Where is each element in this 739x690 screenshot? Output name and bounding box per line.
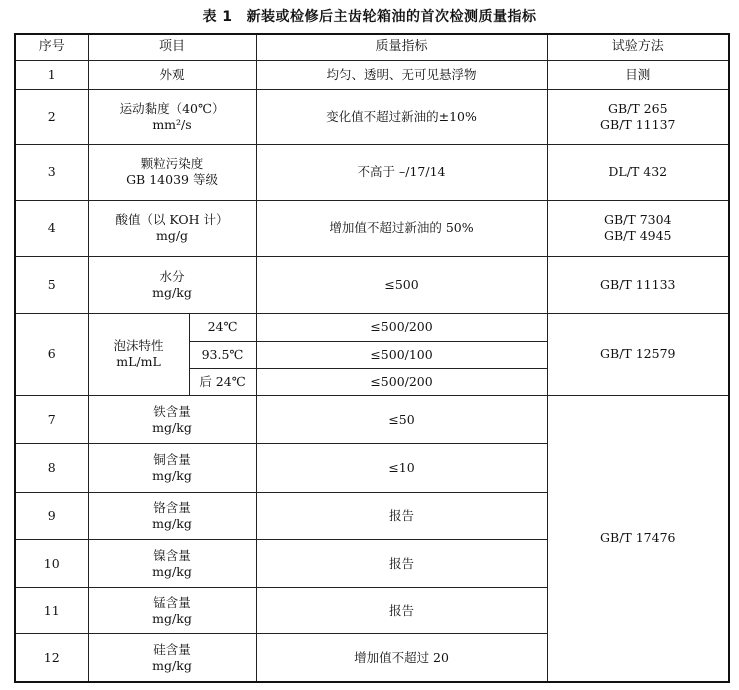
quality-cell: ≤500 xyxy=(256,256,547,313)
quality-cell: 均匀、透明、无可见悬浮物 xyxy=(256,60,547,89)
item-cell: 泡沫特性 mL/mL xyxy=(88,313,189,395)
item-cell: 颗粒污染度 GB 14039 等级 xyxy=(88,144,256,200)
item-cell: 酸值（以 KOH 计） mg/g xyxy=(88,200,256,256)
item-cell: 铜含量 mg/kg xyxy=(88,444,256,493)
item-cell: 铁含量 mg/kg xyxy=(88,395,256,443)
quality-cell: ≤50 xyxy=(256,395,547,443)
quality-cell: ≤10 xyxy=(256,444,547,493)
table-row xyxy=(15,200,729,256)
table-caption: 新装或检修后主齿轮箱油的首次检测质量指标 xyxy=(246,9,537,25)
table-row xyxy=(15,144,729,200)
item-cell: 硅含量 mg/kg xyxy=(88,634,256,682)
table-row xyxy=(15,256,729,313)
temp-cell: 后 24℃ xyxy=(189,368,256,395)
seq-cell: 6 xyxy=(15,313,88,395)
item-cell: 外观 xyxy=(88,60,256,89)
seq-cell: 7 xyxy=(15,395,88,443)
seq-cell: 1 xyxy=(15,60,88,89)
item-cell: 锰含量 mg/kg xyxy=(88,588,256,634)
method-cell: GB/T 7304 GB/T 4945 xyxy=(547,200,729,256)
item-cell: 铬含量 mg/kg xyxy=(88,493,256,540)
quality-cell: 增加值不超过新油的 50% xyxy=(256,200,547,256)
quality-table xyxy=(14,33,730,683)
header-method: 试验方法 xyxy=(547,34,729,60)
table-number: 表 1 xyxy=(202,9,233,25)
quality-cell: 不高于 –/17/14 xyxy=(256,144,547,200)
item-cell: 镍含量 mg/kg xyxy=(88,540,256,588)
method-cell: 目测 xyxy=(547,60,729,89)
quality-cell: 报告 xyxy=(256,540,547,588)
method-cell: GB/T 12579 xyxy=(547,313,729,395)
quality-cell: ≤500/200 xyxy=(256,313,547,341)
quality-cell: 报告 xyxy=(256,588,547,634)
seq-cell: 11 xyxy=(15,588,88,634)
quality-cell: 报告 xyxy=(256,493,547,540)
table-row xyxy=(15,89,729,144)
quality-cell: 变化值不超过新油的±10% xyxy=(256,89,547,144)
table-row xyxy=(15,395,729,443)
quality-cell: 增加值不超过 20 xyxy=(256,634,547,682)
seq-cell: 3 xyxy=(15,144,88,200)
item-cell: 水分 mg/kg xyxy=(88,256,256,313)
seq-cell: 4 xyxy=(15,200,88,256)
header-seq: 序号 xyxy=(15,34,88,60)
header-quality: 质量指标 xyxy=(256,34,547,60)
quality-cell: ≤500/100 xyxy=(256,341,547,368)
table-row xyxy=(15,313,729,341)
temp-cell: 24℃ xyxy=(189,313,256,341)
header-row xyxy=(15,34,729,60)
seq-cell: 12 xyxy=(15,634,88,682)
method-cell: DL/T 432 xyxy=(547,144,729,200)
table-title xyxy=(0,6,739,26)
table-row xyxy=(15,60,729,89)
seq-cell: 2 xyxy=(15,89,88,144)
quality-cell: ≤500/200 xyxy=(256,368,547,395)
seq-cell: 9 xyxy=(15,493,88,540)
method-cell: GB/T 265 GB/T 11137 xyxy=(547,89,729,144)
temp-cell: 93.5℃ xyxy=(189,341,256,368)
seq-cell: 5 xyxy=(15,256,88,313)
item-cell: 运动黏度（40℃） mm²/s xyxy=(88,89,256,144)
method-cell-shared: GB/T 17476 xyxy=(547,395,729,682)
method-cell: GB/T 11133 xyxy=(547,256,729,313)
seq-cell: 8 xyxy=(15,444,88,493)
seq-cell: 10 xyxy=(15,540,88,588)
header-item: 项目 xyxy=(88,34,256,60)
